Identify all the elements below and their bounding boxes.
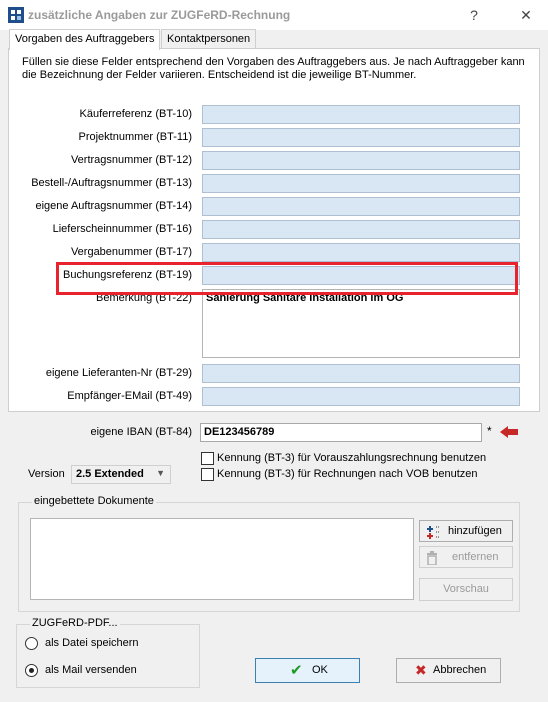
bestellnummer-field[interactable] [202, 174, 520, 193]
vob-checkbox[interactable] [201, 468, 214, 481]
label-bemerkung: Bemerkung (BT-22) [96, 292, 192, 304]
tab-vorgaben[interactable]: Vorgaben des Auftraggebers [9, 29, 160, 50]
kaeuferreferenz-field[interactable] [202, 105, 520, 124]
vorauszahlung-label: Kennung (BT-3) für Vorauszahlungsrechnung benutzen [217, 452, 487, 464]
save-file-label: als Datei speichern [45, 637, 139, 649]
vorauszahlung-checkbox[interactable] [201, 452, 214, 465]
arrow-left-icon [500, 426, 518, 438]
version-select[interactable] [71, 465, 171, 484]
vertragsnummer-field[interactable] [202, 151, 520, 170]
eigene-auftragsnummer-field[interactable] [202, 197, 520, 216]
add-document-button[interactable] [419, 520, 513, 542]
version-label: Version [28, 468, 65, 480]
cancel-button[interactable] [396, 658, 501, 683]
label-vergabenummer: Vergabenummer (BT-17) [70, 246, 192, 258]
add-document-icon [426, 525, 440, 539]
chevron-down-icon: ▼ [156, 468, 165, 478]
label-empfaenger-email: Empfänger-EMail (BT-49) [67, 390, 192, 402]
trash-icon [426, 551, 438, 565]
bemerkung-textarea[interactable]: Sanierung Sanitäre Installation im OG [202, 289, 520, 358]
label-kaeuferreferenz: Käuferreferenz (BT-10) [79, 108, 192, 120]
documents-list[interactable] [30, 518, 414, 600]
app-icon [8, 7, 24, 23]
vob-label: Kennung (BT-3) für Rechnungen nach VOB benutzen [217, 468, 478, 480]
highlight-box [56, 262, 518, 295]
remove-document-label: entfernen [452, 551, 499, 563]
version-value: 2.5 Extended [76, 468, 144, 480]
close-button[interactable]: ✕ [520, 7, 532, 23]
documents-title: eingebettete Dokumente [34, 495, 154, 507]
cancel-x-icon: ✖ [415, 662, 427, 678]
pdf-group [16, 624, 200, 688]
label-lieferscheinnummer: Lieferscheinnummer (BT-16) [52, 223, 192, 235]
label-lieferanten-nr: eigene Lieferanten-Nr (BT-29) [45, 367, 192, 379]
ok-button[interactable] [255, 658, 360, 683]
send-mail-radio[interactable] [25, 664, 38, 677]
lieferscheinnummer-field[interactable] [202, 220, 520, 239]
vergabenummer-field[interactable] [202, 243, 520, 262]
send-mail-label: als Mail versenden [45, 664, 137, 676]
remove-document-button[interactable] [419, 546, 513, 568]
lieferanten-nr-field[interactable] [202, 364, 520, 383]
pdf-title: ZUGFeRD-PDF... [32, 617, 118, 629]
iban-input[interactable]: DE123456789 [200, 423, 482, 442]
projektnummer-field[interactable] [202, 128, 520, 147]
preview-button[interactable]: Vorschau [419, 578, 513, 601]
save-file-radio[interactable] [25, 637, 38, 650]
label-bestellnummer: Bestell-/Auftragsnummer (BT-13) [31, 177, 192, 189]
cancel-label: Abbrechen [433, 664, 487, 676]
add-document-label: hinzufügen [448, 525, 502, 537]
empfaenger-email-field[interactable] [202, 387, 520, 406]
label-projektnummer: Projektnummer (BT-11) [78, 131, 192, 143]
required-asterisk: * [487, 424, 492, 438]
label-buchungsreferenz: Buchungsreferenz (BT-19) [62, 269, 192, 281]
label-iban: eigene IBAN (BT-84) [90, 426, 192, 438]
ok-label: OK [312, 664, 328, 676]
window-title: zusätzliche Angaben zur ZUGFeRD-Rechnung [28, 8, 291, 22]
help-button[interactable]: ? [470, 7, 478, 23]
label-vertragsnummer: Vertragsnummer (BT-12) [70, 154, 192, 166]
tab-kontaktpersonen[interactable]: Kontaktpersonen [161, 29, 256, 49]
label-eigene-auftragsnummer: eigene Auftragsnummer (BT-14) [35, 200, 192, 212]
check-icon: ✔ [290, 662, 303, 679]
intro-text: Füllen sie diese Felder entsprechend den Vorgaben des Auftraggebers aus. Je nach Auftraggeber kann die Bezeichnung der Felder variieren. Entscheidend ist die jeweilige BT-Nummer. [22, 56, 525, 81]
